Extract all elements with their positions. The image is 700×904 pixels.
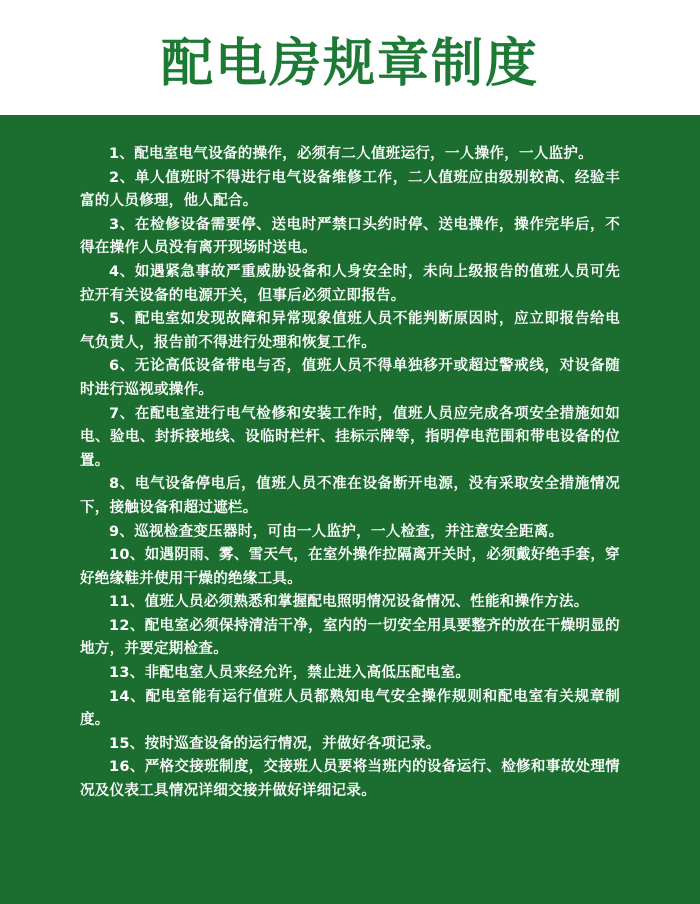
rule-item-12: 12、配电室必须保持清洁干净，室内的一切安全用具要整齐的放在干燥明显的地方，并要定期检查。 — [80, 617, 620, 658]
rule-item-3: 3、在检修设备需要停、送电时严禁口头约时停、送电操作，操作完毕后，不得在操作人员没有离开现场时送电。 — [80, 216, 620, 257]
rule-item-9: 9、巡视检查变压器时，可由一人监护，一人检查，并注意安全距离。 — [109, 523, 564, 540]
rule-item-4: 4、如遇紧急事故严重威胁设备和人身安全时，未向上级报告的值班人员可先拉开有关设备的电源开关，但事后必须立即报告。 — [80, 263, 620, 304]
rules-list — [80, 143, 620, 804]
rule-item-16: 16、严格交接班制度，交接班人员要将当班内的设备运行、检修和事故处理情况及仪表工具情况详细交接并做好详细记录。 — [80, 759, 620, 800]
rule-item-2: 2、单人值班时不得进行电气设备维修工作，二人值班应由级别较高、经验丰富的人员修理，他人配合。 — [80, 169, 620, 210]
rule-item-11: 11、值班人员必须熟悉和掌握配电照明情况设备情况、性能和操作方法。 — [109, 594, 589, 611]
rule-item-14: 14、配电室能有运行值班人员都熟知电气安全操作规则和配电室有关规章制度。 — [80, 688, 620, 729]
rule-item-13: 13、非配电室人员来经允许，禁止进入高低压配电室。 — [109, 665, 471, 682]
page-title: 配电房规章制度 — [160, 34, 539, 94]
rule-item-6: 6、无论高低设备带电与否，值班人员不得单独移开或超过警戒线，对设备随时进行巡视或操作。 — [80, 358, 620, 398]
rule-item-7: 7、在配电室进行电气检修和安装工作时，值班人员应完成各项安全措施如如电、验电、封拆接地线、设临时栏杆、挂标示牌等，指明停电范围和带电设备的位置。 — [80, 405, 620, 469]
title-banner — [0, 0, 700, 115]
rule-item-10: 10、如遇阴雨、雾、雪天气，在室外操作拉隔离开关时，必须戴好绝手套，穿好绝缘鞋并使用干燥的绝缘工具。 — [80, 547, 620, 587]
rule-item-1: 1、配电室电气设备的操作，必须有二人值班运行，一人操作，一人监护。 — [109, 146, 593, 162]
rule-item-15: 15、按时巡查设备的运行情况，并做好各项记录。 — [109, 735, 441, 752]
rule-item-5: 5、配电室如发现故障和异常现象值班人员不能判断原因时，应立即报告给电气负责人，报告前不得进行处理和恢复工作。 — [80, 311, 620, 351]
rule-item-8: 8、电气设备停电后，值班人员不准在设备断开电源，没有采取安全措施情况下，接触设备和超过遮栏。 — [80, 476, 620, 516]
